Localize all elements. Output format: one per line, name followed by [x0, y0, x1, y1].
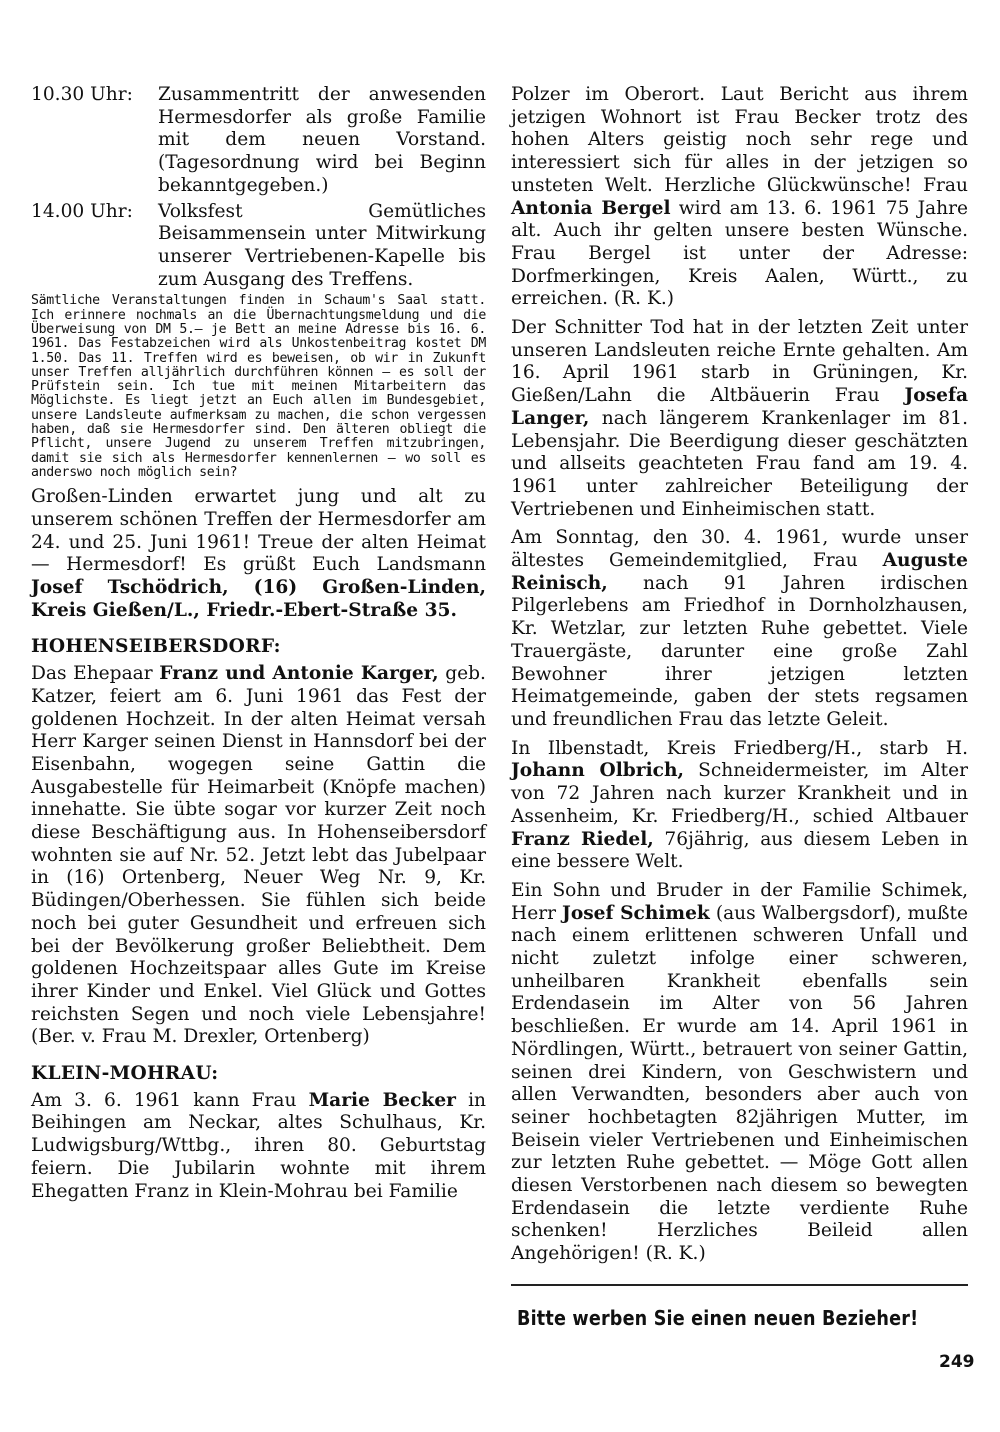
person-name: Johann Olbrich, — [511, 760, 684, 782]
schedule-item — [31, 201, 486, 292]
greeting-paragraph: Großen-Linden erwartet jung und alt zu unserem schönen Treffen der Hermesdorfer am 24. und 25. Juni 1961! Treue der alten Heimat — Hermesdorf! Es grüßt Euch Landsmann Josef Tschödrich, (16) Großen-Linden, Kreis Gießen/L., Friedr.-Ebert-Straße 35. — [31, 486, 486, 621]
event-notice: Sämtliche Veranstaltungen finden in Schaum's Saal statt. Ich erinnere nochmals an die Übernachtungsmeldung und die Überweisung von DM 5.— je Bett an meine Adresse bis 16. 6. 1961. Das Festabzeichen wird als Unkostenbeitrag kostet DM 1.50. Das 11. Treffen wird es beweisen, ob wir in Zukunft unser Treffen alljährlich durchführen können — es soll der Prüfstein sein. Ich tue mit meinen Mitarbeitern das Möglichste. Es liegt jetzt an Euch allen im Bundesgebiet, unsere Landsleute aufmerksam zu machen, die schon vergessen haben, daß sie Hermesdorfer sind. Den älteren obliegt die Pflicht, unsere Jugend zu unserem Treffen mitzubringen, damit sie sich als Hermesdorfer kennenlernen — wo soll es anderswo noch möglich sein? — [31, 293, 486, 480]
schedule-time: 14.00 Uhr: — [31, 200, 133, 222]
section-heading-klein-mohrau: KLEIN-MOHRAU: — [31, 1063, 219, 1085]
becker-continuation: Polzer im Oberort. Laut Bericht aus ihrem jetzigen Wohnort ist Frau Becker trotz des hohen Alters geistig noch sehr rege und interessiert sich für alles in der jetzigen so unsteten Welt. Herzliche Glückwünsche! Frau Antonia Bergel wird am 13. 6. 1961 75 Jahre alt. Auch ihr gelten unsere besten Wünsche. Frau Bergel ist unter der Adresse: Dorfmerkingen, Kreis Aalen, Württ., zu erreichen. (R. K.) — [511, 84, 968, 310]
left-column — [31, 84, 486, 1209]
schimek-paragraph: Ein Sohn und Bruder in der Familie Schimek, Herr Josef Schimek (aus Walbergsdorf), mußte nach einem erlittenen schweren Unfall und nicht zuletzt infolge einer schweren, unheilbaren Krankheit ebenfalls sein Erdendasein im Alter von 56 Jahren beschließen. Er wurde am 14. April 1961 in Nördlingen, Württ., betrauert von seiner Gattin, seinen drei Kindern, von Geschwistern und allen Verwandten, besonders aber auch von seiner hochbetagten 82jährigen Mutter, im Beisein vieler Vertriebenen und Einheimischen zur letzten Ruhe gebettet. — Möge Gott allen diesen Verstorbenen nach diesem so bewegten Erdendasein die letzte verdiente Ruhe schenken! Herzliches Beileid allen Angehörigen! (R. K.) — [511, 879, 968, 1265]
karger-paragraph: Das Ehepaar Franz und Antonie Karger, geb. Katzer, feiert am 6. Juni 1961 das Fest der goldenen Hochzeit. In der alten Heimat versah Herr Karger seinen Dienst in Hannsdorf bei der Eisenbahn, wogegen seine Gattin die Ausgabestelle für Heimarbeit (Knöpfe machen) innehatte. Sie übte sogar vor kurzer Zeit noch diese Beschäftigung aus. In Hohenseibersdorf wohnten sie auf Nr. 52. Jetzt lebt das Jubelpaar in (16) Ortenberg, Neuer Weg Nr. 9, Kr. Büdingen/Oberhessen. Sie fühlen sich beide noch bei guter Gesundheit und erfreuen sich bei der Bevölkerung großer Beliebtheit. Dem goldenen Hochzeitspaar alles Gute im Kreise ihrer Kinder und Enkel. Viel Glück und Gottes reichsten Segen und noch viele Lebensjahre! (Ber. v. Frau M. Drexler, Ortenberg) — [31, 663, 486, 1048]
person-name: Josefa Langer, — [511, 385, 968, 429]
person-name: Josef Schimek — [562, 902, 710, 924]
schedule-item — [31, 84, 486, 198]
section-heading-hohenseibersdorf: HOHENSEIBERSDORF: — [31, 636, 281, 658]
person-name: Auguste Reinisch, — [511, 550, 968, 594]
person-name: Antonia Bergel — [511, 197, 671, 219]
right-column — [511, 84, 968, 1272]
divider-rule — [511, 1284, 968, 1286]
schedule-time: 10.30 Uhr: — [31, 84, 133, 105]
olbrich-paragraph: In Ilbenstadt, Kreis Friedberg/H., starb H. Johann Olbrich, Schneidermeister, im Alter von 72 Jahren nach kurzer Krankheit und in Assenheim, Kr. Friedberg/H., schied Altbauer Franz Riedel, 76jährig, aus diesem Leben in eine bessere Welt. — [511, 737, 969, 873]
subscriber-appeal: Bitte werben Sie einen neuen Bezieher! — [517, 1306, 919, 1330]
reinisch-paragraph: Am Sonntag, den 30. 4. 1961, wurde unser ältestes Gemeindemitglied, Frau Auguste Reinisch, nach 91 Jahren irdischen Pilgerlebens am Friedhof in Dornholzhausen, Kr. Wetzlar, zur letzten Ruhe gebettet. Viele Trauergäste, darunter eine große Zahl Bewohner ihrer jetzigen letzten Heimatgemeinde, gaben der stets regsamen und freundlichen Frau das letzte Geleit. — [511, 527, 968, 730]
schedule-text: Volksfest Gemütliches Beisammensein unter Mitwirkung unserer Vertriebenen-Kapelle bis zum Ausgang des Treffens. — [158, 200, 486, 290]
schedule-text: Zusammentritt der anwesenden Hermesdorfer als große Familie mit dem neuen Vorstand. (Tagesordnung wird bei Beginn bekanntgegeben.) — [158, 84, 486, 196]
sender-address: Josef Tschödrich, (16) Großen-Linden, Kreis Gießen/L., Friedr.-Ebert-Straße 35. — [31, 577, 486, 621]
person-name: Franz Riedel, — [511, 828, 654, 850]
langer-paragraph: Der Schnitter Tod hat in der letzten Zeit unter unseren Landsleuten reiche Ernte gehalten. Am 16. April 1961 starb in Grüningen, Kr. Gießen/Lahn die Altbäuerin Frau Josefa Langer, nach längerem Krankenlager im 81. Lebensjahr. Die Beerdigung dieser geschätzten und allseits geachteten Frau fand am 19. 4. 1961 unter zahlreicher Beteiligung der Vertriebenen und Einheimischen statt. — [511, 317, 968, 520]
becker-paragraph: Am 3. 6. 1961 kann Frau Marie Becker in Beihingen am Neckar, altes Schulhaus, Kr. Ludwigsburg/Wttbg., ihren 80. Geburtstag feiern. Die Jubilarin wohnte mit ihrem Ehegatten Franz in Klein-Mohrau bei Familie — [31, 1089, 486, 1202]
person-name: Franz und Antonie Karger, — [159, 663, 439, 685]
page-number: 249 — [939, 1352, 975, 1372]
person-name: Marie Becker — [308, 1089, 456, 1111]
